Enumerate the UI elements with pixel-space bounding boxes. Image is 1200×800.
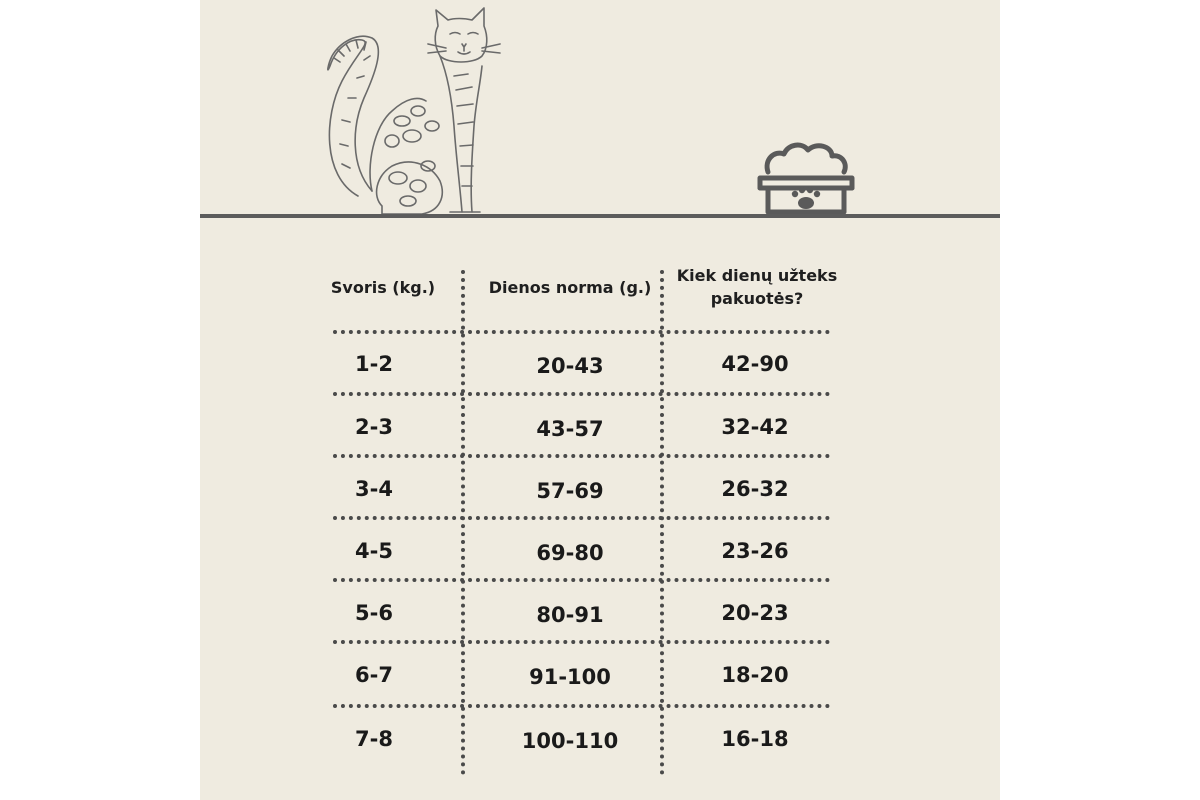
cell-weight: 3-4 xyxy=(355,477,393,501)
header-days-line-1: Kiek dienų užteks xyxy=(676,266,838,285)
cell-weight: 1-2 xyxy=(355,352,393,376)
cell-weight: 2-3 xyxy=(355,415,393,439)
cell-daily-norm: 80-91 xyxy=(536,603,604,627)
cell-daily-norm: 69-80 xyxy=(536,541,604,565)
cell-days: 32-42 xyxy=(721,415,789,439)
cell-daily-norm: 91-100 xyxy=(529,665,611,689)
row-divider xyxy=(333,454,830,458)
cell-weight: 7-8 xyxy=(355,727,393,751)
cell-days: 20-23 xyxy=(721,601,789,625)
cell-daily-norm: 57-69 xyxy=(536,479,604,503)
row-divider xyxy=(333,392,830,396)
header-daily-norm: Dienos norma (g.) xyxy=(488,278,652,297)
row-divider xyxy=(333,704,830,708)
cell-daily-norm: 20-43 xyxy=(536,354,604,378)
cell-days: 23-26 xyxy=(721,539,789,563)
feeding-table xyxy=(200,0,1000,800)
column-divider xyxy=(461,270,465,775)
cell-days: 18-20 xyxy=(721,663,789,687)
header-days-line-2: pakuotės? xyxy=(710,289,804,308)
cell-daily-norm: 100-110 xyxy=(521,729,619,753)
row-divider xyxy=(333,516,830,520)
cell-days: 16-18 xyxy=(721,727,789,751)
column-divider xyxy=(660,270,664,775)
cell-weight: 4-5 xyxy=(355,539,393,563)
feeding-guide-panel xyxy=(200,0,1000,800)
row-divider xyxy=(333,578,830,582)
cell-days: 26-32 xyxy=(721,477,789,501)
cell-daily-norm: 43-57 xyxy=(536,417,604,441)
header-days-package xyxy=(668,264,846,310)
cell-days: 42-90 xyxy=(721,352,789,376)
row-divider xyxy=(333,640,830,644)
row-divider xyxy=(333,330,830,334)
cell-weight: 5-6 xyxy=(355,601,393,625)
header-weight: Svoris (kg.) xyxy=(330,278,436,297)
cell-weight: 6-7 xyxy=(355,663,393,687)
